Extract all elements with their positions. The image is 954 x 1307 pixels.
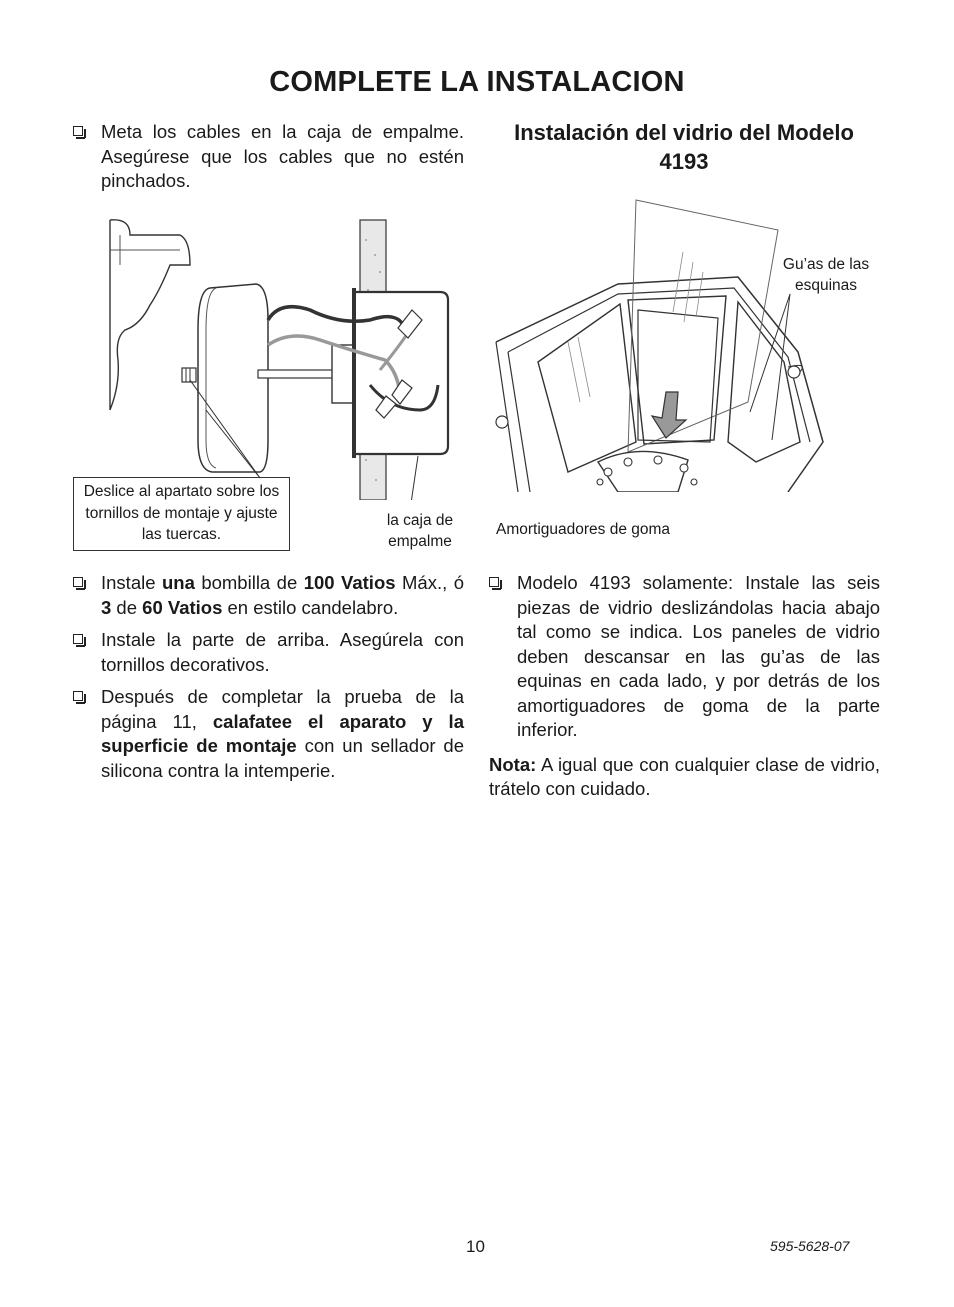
page-number: 10	[466, 1237, 485, 1256]
junction-box-label: la caja de empalme	[386, 512, 454, 550]
step-text: Instale la parte de arriba. Asegúrela con tornillos decorativos.	[101, 629, 464, 675]
bold-text: calafatee el aparato y la superficie de montaje	[101, 710, 464, 756]
glass-panel-illustration	[488, 192, 828, 492]
page-title: COMPLETE LA INSTALACION	[269, 66, 685, 98]
checkbox-icon	[73, 691, 83, 701]
checklist-item	[73, 685, 464, 783]
checkbox-icon	[489, 577, 499, 587]
document-code: 595-5628-07	[770, 1238, 850, 1254]
corner-guides-label: Gu’as de las esquinas	[782, 256, 870, 294]
note-label: Nota:	[489, 753, 537, 775]
text-run: en estilo candelabro.	[222, 596, 399, 618]
text-run: de	[111, 596, 143, 618]
left-column-top	[73, 120, 464, 202]
text-run: con un sellador de silicona contra la intemperie.	[101, 735, 464, 781]
rubber-dampers-label: Amortiguadores de goma	[496, 521, 671, 538]
bold-text: una	[161, 572, 195, 593]
left-column-bottom	[73, 571, 464, 791]
checklist-item	[73, 571, 464, 620]
checkbox-icon	[73, 577, 83, 587]
checklist-item	[73, 628, 464, 677]
right-column-text	[489, 571, 880, 802]
bold-text: 100 Vatios	[303, 572, 396, 593]
junction-box-illustration	[100, 210, 460, 500]
checklist-item	[489, 571, 880, 743]
figure-caption-box: Deslice al apartato sobre los tornillos de montaje y ajuste las tuercas.	[73, 477, 290, 551]
bold-text: 3	[101, 596, 112, 618]
bold-text: 60 Vatios	[142, 596, 223, 618]
checkbox-icon	[73, 634, 83, 644]
section-heading: Instalación del vidrio del Modelo 4193	[514, 120, 854, 174]
text-run: Después de completar la prueba de la página 11,	[101, 686, 464, 732]
note-paragraph	[489, 753, 880, 802]
checklist-item	[73, 120, 464, 194]
text-run: Instale	[101, 572, 162, 593]
checkbox-icon	[73, 126, 83, 136]
text-run: Máx., ó	[395, 572, 464, 593]
step-text: Modelo 4193 solamente: Instale las seis piezas de vidrio deslizándolas hacia abajo tal como se indica. Los paneles de vidrio deben descansar en las gu’as de las equinas en cada lado, y por detrás de los amortiguadores de goma de la parte inferior.	[517, 572, 880, 740]
step-text: Meta los cables en la caja de empalme. Asegúrese que los cables que no estén pinchados.	[101, 121, 464, 191]
text-run: bombilla de	[194, 572, 304, 593]
note-text: A igual que con cualquier clase de vidrio, trátelo con cuidado.	[489, 753, 880, 799]
